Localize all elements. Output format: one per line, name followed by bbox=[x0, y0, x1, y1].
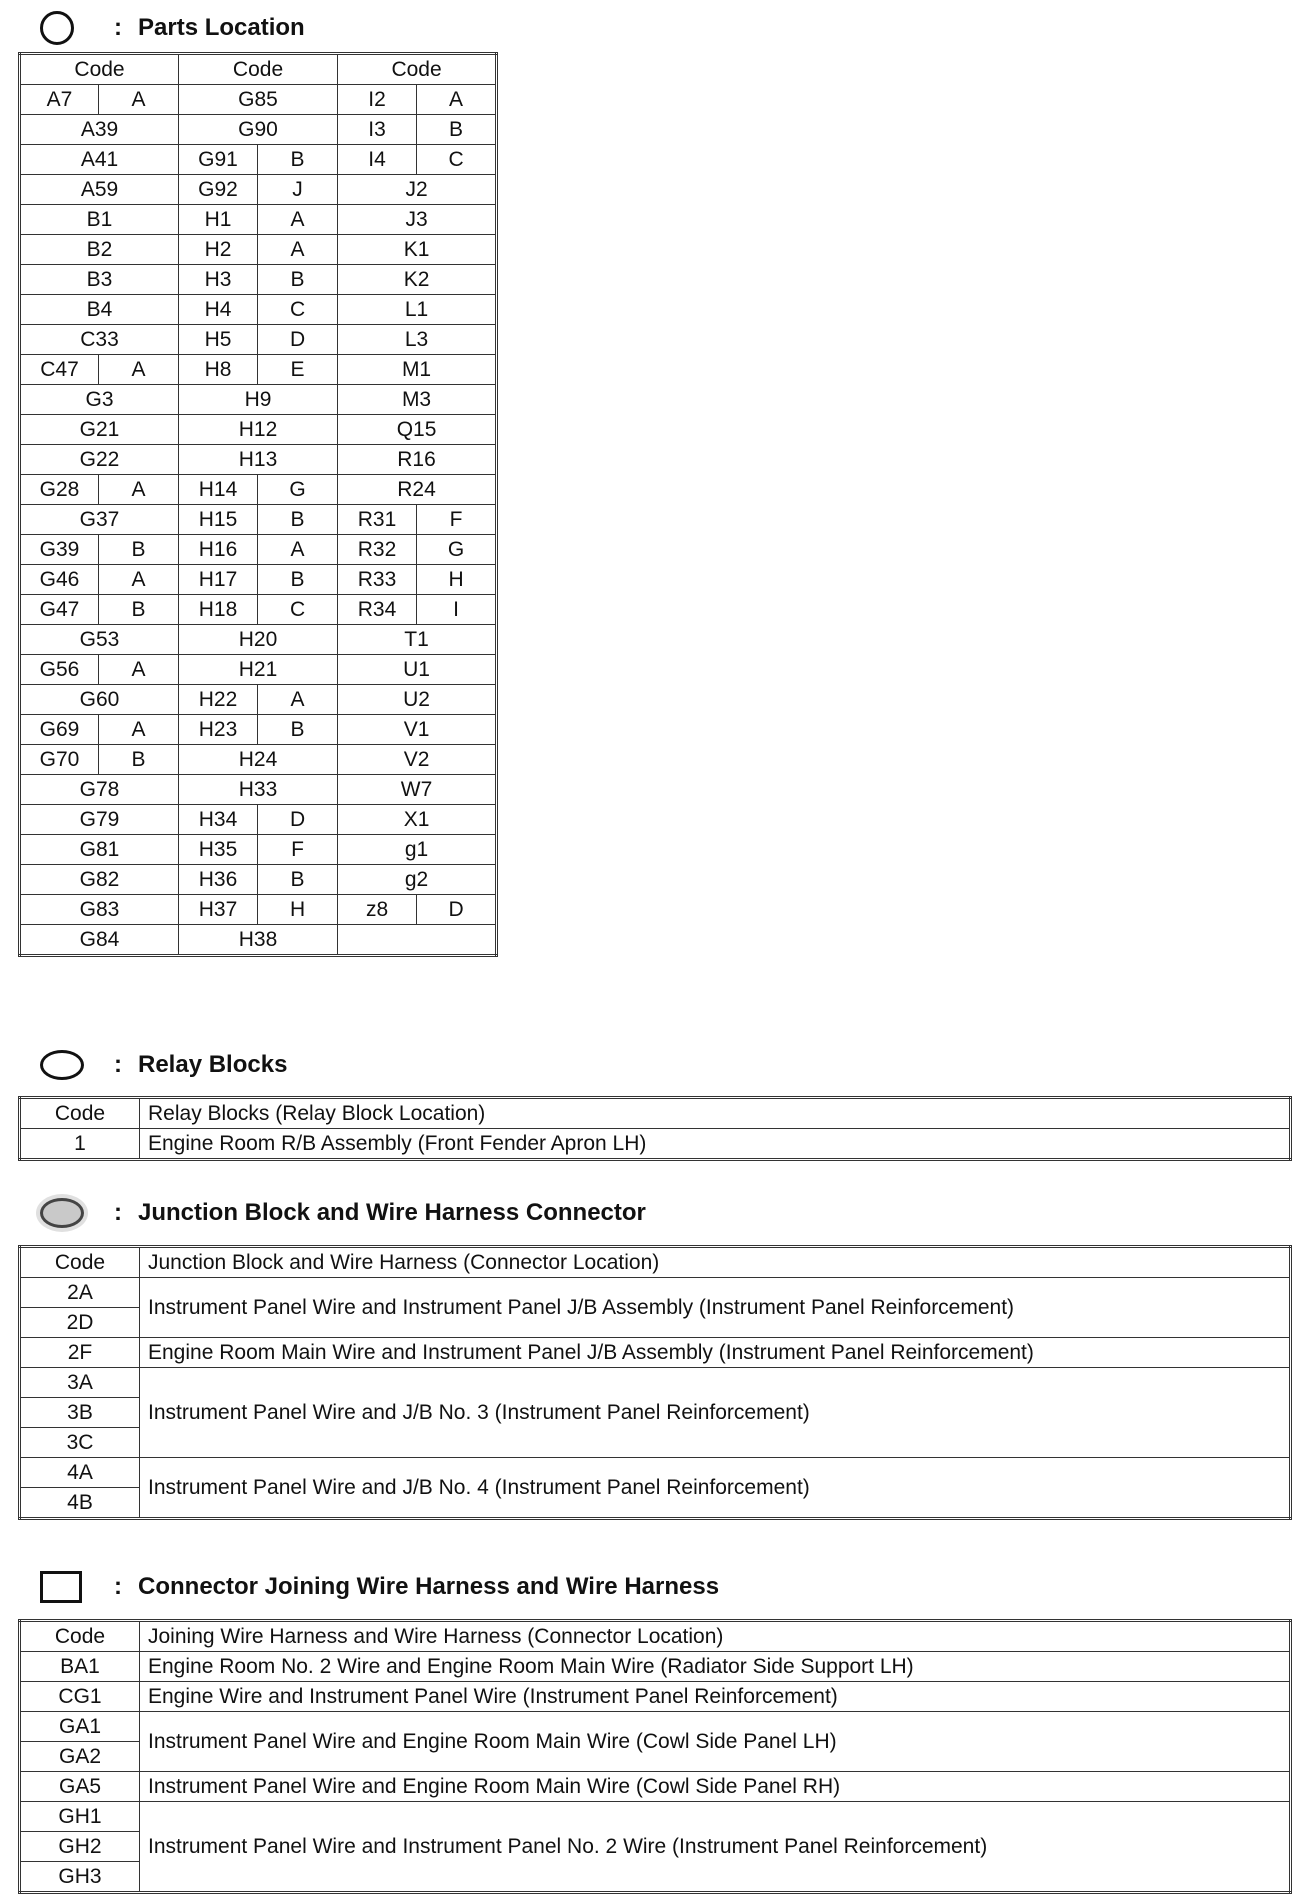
part-code: z8 bbox=[338, 895, 417, 925]
part-code: H21 bbox=[179, 655, 338, 685]
part-code: R16 bbox=[338, 445, 497, 475]
column-header: Code bbox=[20, 1247, 140, 1278]
part-code: L1 bbox=[338, 295, 497, 325]
connector-code: 1 bbox=[20, 1129, 140, 1160]
part-code: M3 bbox=[338, 385, 497, 415]
part-code: H36 bbox=[179, 865, 258, 895]
table-row bbox=[20, 115, 497, 145]
part-variant: F bbox=[258, 835, 338, 865]
part-variant: B bbox=[99, 595, 179, 625]
part-code: G69 bbox=[20, 715, 99, 745]
part-code: G83 bbox=[20, 895, 179, 925]
heading-colon: : bbox=[114, 14, 122, 41]
part-code: M1 bbox=[338, 355, 497, 385]
part-code: A59 bbox=[20, 175, 179, 205]
table-row bbox=[20, 1682, 1291, 1712]
part-variant: A bbox=[99, 85, 179, 115]
part-variant: H bbox=[417, 565, 497, 595]
column-header: Junction Block and Wire Harness (Connector Location) bbox=[140, 1247, 1291, 1278]
section-title: Relay Blocks bbox=[138, 1051, 288, 1078]
table-row bbox=[20, 835, 497, 865]
junction-block-heading bbox=[40, 1193, 646, 1233]
part-code: H4 bbox=[179, 295, 258, 325]
rectangle-icon bbox=[40, 1571, 90, 1603]
part-code: G60 bbox=[20, 685, 179, 715]
part-code: I3 bbox=[338, 115, 417, 145]
connector-code: 4A bbox=[20, 1458, 140, 1488]
part-code: G46 bbox=[20, 565, 99, 595]
connector-code: GH1 bbox=[20, 1802, 140, 1832]
part-code: G85 bbox=[179, 85, 338, 115]
table-row bbox=[20, 385, 497, 415]
part-code: R31 bbox=[338, 505, 417, 535]
location-description: Engine Wire and Instrument Panel Wire (Instrument Panel Reinforcement) bbox=[140, 1682, 1291, 1712]
part-code: H24 bbox=[179, 745, 338, 775]
part-code: R33 bbox=[338, 565, 417, 595]
oval-icon bbox=[40, 1050, 90, 1080]
part-variant: B bbox=[258, 145, 338, 175]
part-code: L3 bbox=[338, 325, 497, 355]
part-variant: G bbox=[258, 475, 338, 505]
part-code: G37 bbox=[20, 505, 179, 535]
table-row bbox=[20, 355, 497, 385]
part-variant: A bbox=[99, 655, 179, 685]
column-header: Code bbox=[20, 1621, 140, 1652]
table-row bbox=[20, 1338, 1291, 1368]
table-row bbox=[20, 265, 497, 295]
part-variant: B bbox=[99, 745, 179, 775]
table-row bbox=[20, 445, 497, 475]
part-code: H37 bbox=[179, 895, 258, 925]
part-variant: B bbox=[258, 565, 338, 595]
table-row bbox=[20, 1802, 1291, 1832]
part-code: V2 bbox=[338, 745, 497, 775]
table-row bbox=[20, 925, 497, 956]
column-header: Relay Blocks (Relay Block Location) bbox=[140, 1098, 1291, 1129]
part-variant: J bbox=[258, 175, 338, 205]
part-code: G53 bbox=[20, 625, 179, 655]
shaded-oval-icon bbox=[40, 1198, 90, 1228]
location-description: Engine Room Main Wire and Instrument Panel J/B Assembly (Instrument Panel Reinforcement) bbox=[140, 1338, 1291, 1368]
part-variant: A bbox=[99, 355, 179, 385]
part-code: G56 bbox=[20, 655, 99, 685]
part-code: H18 bbox=[179, 595, 258, 625]
part-code: G47 bbox=[20, 595, 99, 625]
part-code: C33 bbox=[20, 325, 179, 355]
joining-connector-heading bbox=[40, 1567, 719, 1607]
section-title: Parts Location bbox=[138, 14, 305, 41]
section-title: Junction Block and Wire Harness Connector bbox=[138, 1199, 646, 1226]
connector-code: 3C bbox=[20, 1428, 140, 1458]
part-code: K1 bbox=[338, 235, 497, 265]
part-code: B4 bbox=[20, 295, 179, 325]
table-header-row bbox=[20, 1247, 1291, 1278]
part-code: B2 bbox=[20, 235, 179, 265]
part-code: H12 bbox=[179, 415, 338, 445]
part-code: R24 bbox=[338, 475, 497, 505]
connector-code: 2A bbox=[20, 1278, 140, 1308]
heading-colon: : bbox=[114, 1051, 122, 1078]
part-code: H15 bbox=[179, 505, 258, 535]
part-code: Q15 bbox=[338, 415, 497, 445]
table-row bbox=[20, 1129, 1291, 1160]
part-variant: I bbox=[417, 595, 497, 625]
part-code: J2 bbox=[338, 175, 497, 205]
part-variant: A bbox=[258, 235, 338, 265]
part-code: H5 bbox=[179, 325, 258, 355]
part-code: H1 bbox=[179, 205, 258, 235]
part-code: A7 bbox=[20, 85, 99, 115]
table-row bbox=[20, 475, 497, 505]
part-code: B3 bbox=[20, 265, 179, 295]
part-code: A39 bbox=[20, 115, 179, 145]
column-header: Code bbox=[20, 1098, 140, 1129]
table-row bbox=[20, 205, 497, 235]
connector-code: GA1 bbox=[20, 1712, 140, 1742]
connector-code: 2F bbox=[20, 1338, 140, 1368]
part-code: I4 bbox=[338, 145, 417, 175]
table-row bbox=[20, 805, 497, 835]
part-code: G21 bbox=[20, 415, 179, 445]
connector-code: GH2 bbox=[20, 1832, 140, 1862]
table-header-row bbox=[20, 1098, 1291, 1129]
part-code: I2 bbox=[338, 85, 417, 115]
junction-block-table bbox=[18, 1245, 1292, 1520]
part-code: G28 bbox=[20, 475, 99, 505]
table-row bbox=[20, 745, 497, 775]
connector-code: 4B bbox=[20, 1488, 140, 1519]
part-code: G79 bbox=[20, 805, 179, 835]
part-code: K2 bbox=[338, 265, 497, 295]
part-variant: C bbox=[258, 595, 338, 625]
part-variant: D bbox=[258, 325, 338, 355]
circle-icon bbox=[40, 11, 90, 45]
part-variant: C bbox=[417, 145, 497, 175]
part-code: U2 bbox=[338, 685, 497, 715]
location-description: Instrument Panel Wire and J/B No. 4 (Instrument Panel Reinforcement) bbox=[140, 1458, 1291, 1519]
section-title: Connector Joining Wire Harness and Wire Harness bbox=[138, 1573, 720, 1600]
part-code: U1 bbox=[338, 655, 497, 685]
part-code: V1 bbox=[338, 715, 497, 745]
part-code: G82 bbox=[20, 865, 179, 895]
part-variant: B bbox=[417, 115, 497, 145]
part-code: g1 bbox=[338, 835, 497, 865]
part-variant: B bbox=[258, 265, 338, 295]
location-description: Engine Room No. 2 Wire and Engine Room Main Wire (Radiator Side Support LH) bbox=[140, 1652, 1291, 1682]
relay-blocks-table bbox=[18, 1096, 1292, 1161]
connector-code: CG1 bbox=[20, 1682, 140, 1712]
part-variant: F bbox=[417, 505, 497, 535]
table-header-row bbox=[20, 1621, 1291, 1652]
part-code: G78 bbox=[20, 775, 179, 805]
part-code: H16 bbox=[179, 535, 258, 565]
connector-code: GA2 bbox=[20, 1742, 140, 1772]
table-row bbox=[20, 1712, 1291, 1742]
table-row bbox=[20, 865, 497, 895]
part-code: g2 bbox=[338, 865, 497, 895]
table-row bbox=[20, 535, 497, 565]
part-code: T1 bbox=[338, 625, 497, 655]
part-code: G84 bbox=[20, 925, 179, 956]
table-row bbox=[20, 1772, 1291, 1802]
connector-code: GH3 bbox=[20, 1862, 140, 1893]
part-code: H38 bbox=[179, 925, 338, 956]
part-code: H8 bbox=[179, 355, 258, 385]
part-variant: A bbox=[99, 475, 179, 505]
part-code: H2 bbox=[179, 235, 258, 265]
location-description: Instrument Panel Wire and Engine Room Main Wire (Cowl Side Panel RH) bbox=[140, 1772, 1291, 1802]
location-description: Engine Room R/B Assembly (Front Fender Apron LH) bbox=[140, 1129, 1291, 1160]
part-code: H13 bbox=[179, 445, 338, 475]
part-code: G81 bbox=[20, 835, 179, 865]
part-variant: B bbox=[258, 865, 338, 895]
part-code: G3 bbox=[20, 385, 179, 415]
location-description: Instrument Panel Wire and Instrument Panel No. 2 Wire (Instrument Panel Reinforcement) bbox=[140, 1802, 1291, 1893]
column-header: Code bbox=[20, 54, 179, 85]
part-code: H35 bbox=[179, 835, 258, 865]
part-variant: B bbox=[258, 505, 338, 535]
table-row bbox=[20, 595, 497, 625]
table-row bbox=[20, 145, 497, 175]
part-variant: A bbox=[258, 685, 338, 715]
part-variant: D bbox=[258, 805, 338, 835]
part-code: H33 bbox=[179, 775, 338, 805]
part-code: C47 bbox=[20, 355, 99, 385]
part-variant: A bbox=[417, 85, 497, 115]
column-header: Code bbox=[338, 54, 497, 85]
part-code: X1 bbox=[338, 805, 497, 835]
heading-colon: : bbox=[114, 1573, 122, 1600]
part-code: H34 bbox=[179, 805, 258, 835]
part-code: H14 bbox=[179, 475, 258, 505]
location-description: Instrument Panel Wire and J/B No. 3 (Instrument Panel Reinforcement) bbox=[140, 1368, 1291, 1458]
joining-connector-table bbox=[18, 1619, 1292, 1894]
part-code: R34 bbox=[338, 595, 417, 625]
table-row bbox=[20, 715, 497, 745]
table-row bbox=[20, 295, 497, 325]
part-variant: B bbox=[99, 535, 179, 565]
relay-blocks-heading bbox=[40, 1045, 287, 1085]
table-row bbox=[20, 415, 497, 445]
part-code: G92 bbox=[179, 175, 258, 205]
heading-colon: : bbox=[114, 1199, 122, 1226]
connector-code: 3A bbox=[20, 1368, 140, 1398]
parts-location-heading bbox=[40, 8, 305, 48]
table-row bbox=[20, 625, 497, 655]
part-code: G70 bbox=[20, 745, 99, 775]
location-description: Instrument Panel Wire and Instrument Panel J/B Assembly (Instrument Panel Reinforcement) bbox=[140, 1278, 1291, 1338]
part-variant: A bbox=[258, 205, 338, 235]
part-code: H17 bbox=[179, 565, 258, 595]
part-variant: A bbox=[99, 565, 179, 595]
part-code: G22 bbox=[20, 445, 179, 475]
table-row bbox=[20, 505, 497, 535]
connector-code: 2D bbox=[20, 1308, 140, 1338]
table-row bbox=[20, 175, 497, 205]
part-code bbox=[338, 925, 497, 956]
part-code: H20 bbox=[179, 625, 338, 655]
part-code: G91 bbox=[179, 145, 258, 175]
column-header: Joining Wire Harness and Wire Harness (Connector Location) bbox=[140, 1621, 1291, 1652]
part-code: H22 bbox=[179, 685, 258, 715]
table-row bbox=[20, 775, 497, 805]
part-variant: G bbox=[417, 535, 497, 565]
table-row bbox=[20, 895, 497, 925]
part-variant: A bbox=[99, 715, 179, 745]
part-variant: C bbox=[258, 295, 338, 325]
table-row bbox=[20, 655, 497, 685]
connector-code: 3B bbox=[20, 1398, 140, 1428]
part-code: A41 bbox=[20, 145, 179, 175]
part-code: G90 bbox=[179, 115, 338, 145]
table-row bbox=[20, 325, 497, 355]
parts-location-table bbox=[18, 52, 498, 957]
part-code: G39 bbox=[20, 535, 99, 565]
part-variant: B bbox=[258, 715, 338, 745]
part-variant: E bbox=[258, 355, 338, 385]
table-row bbox=[20, 1458, 1291, 1488]
table-row bbox=[20, 565, 497, 595]
connector-code: BA1 bbox=[20, 1652, 140, 1682]
table-row bbox=[20, 1278, 1291, 1308]
part-code: W7 bbox=[338, 775, 497, 805]
part-code: H3 bbox=[179, 265, 258, 295]
table-row bbox=[20, 1652, 1291, 1682]
part-code: J3 bbox=[338, 205, 497, 235]
part-variant: A bbox=[258, 535, 338, 565]
table-header-row bbox=[20, 54, 497, 85]
column-header: Code bbox=[179, 54, 338, 85]
table-row bbox=[20, 1368, 1291, 1398]
part-code: R32 bbox=[338, 535, 417, 565]
part-variant: H bbox=[258, 895, 338, 925]
part-code: B1 bbox=[20, 205, 179, 235]
connector-code: GA5 bbox=[20, 1772, 140, 1802]
part-code: H23 bbox=[179, 715, 258, 745]
part-code: H9 bbox=[179, 385, 338, 415]
location-description: Instrument Panel Wire and Engine Room Main Wire (Cowl Side Panel LH) bbox=[140, 1712, 1291, 1772]
table-row bbox=[20, 85, 497, 115]
table-row bbox=[20, 685, 497, 715]
table-row bbox=[20, 235, 497, 265]
part-variant: D bbox=[417, 895, 497, 925]
